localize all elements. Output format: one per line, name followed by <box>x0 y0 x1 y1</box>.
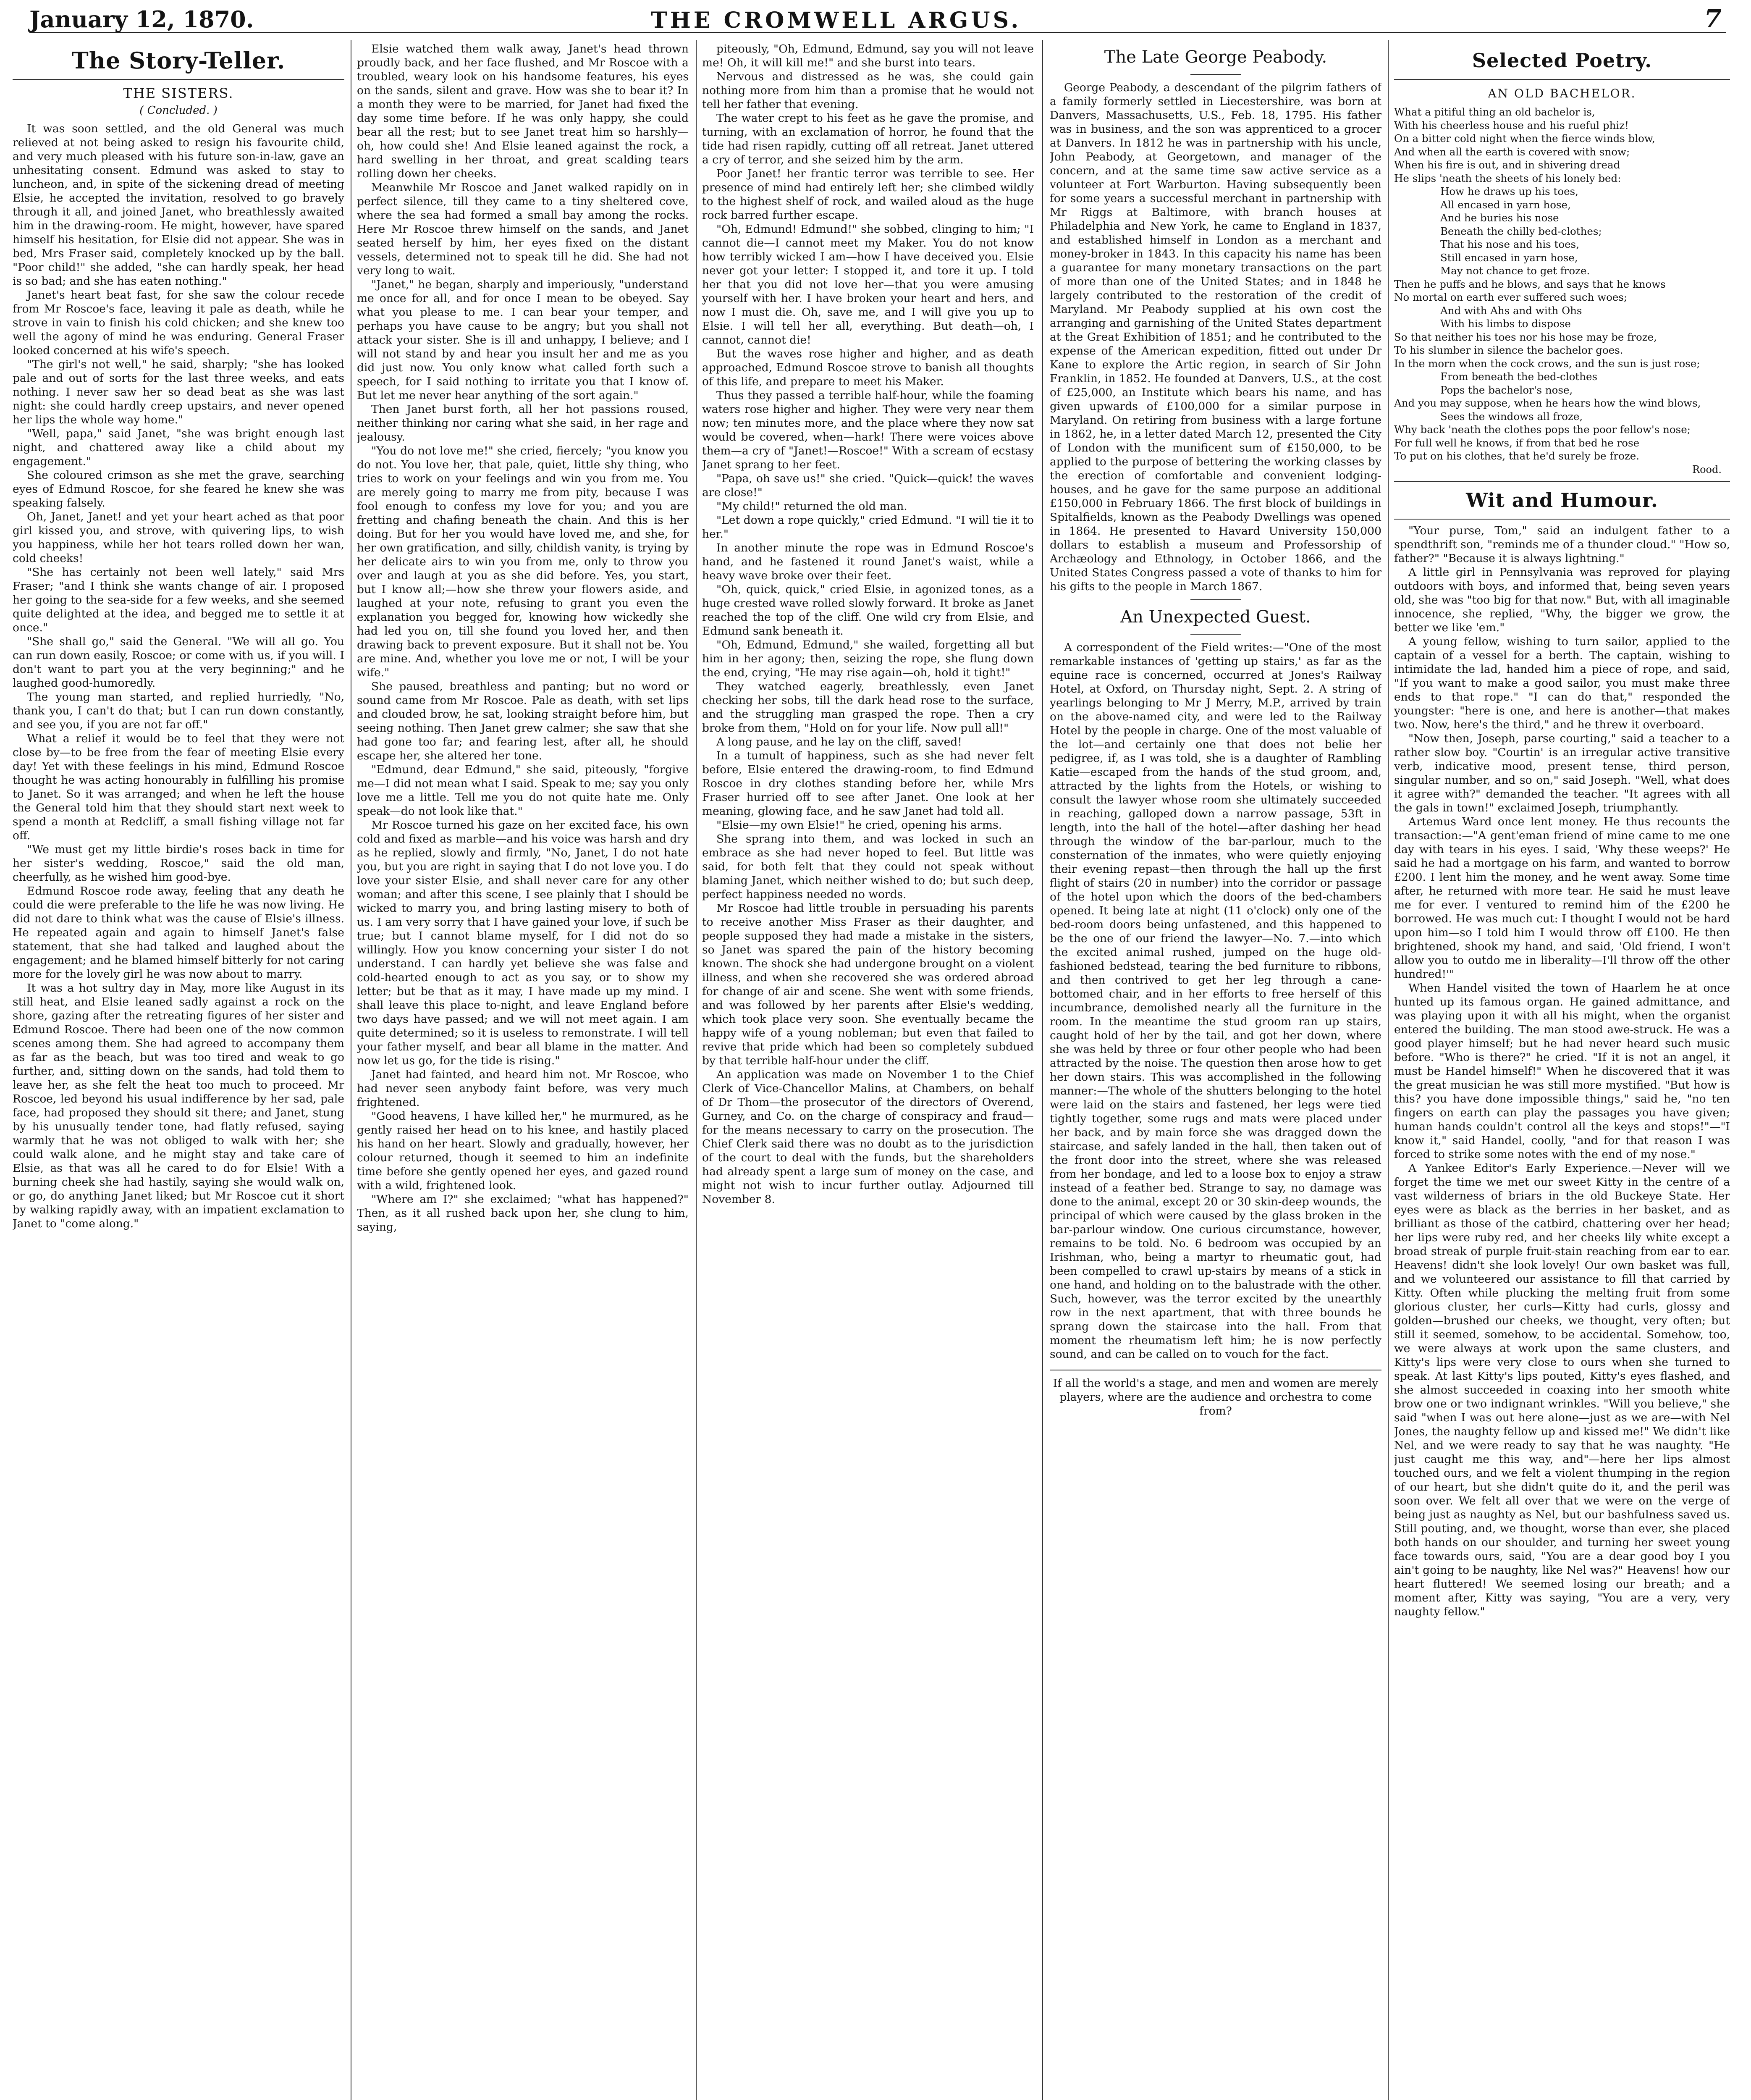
paragraph: Poor Janet! her frantic terror was terrible to see. Her presence of mind had entirely left her; she climbed wildly to the highest shelf of rock, and wailed aloud as the huge rock barred further escape. <box>702 167 1034 222</box>
paragraph: "Your purse, Tom," said an indulgent father to a spendthrift son, "reminds me of a thunder cloud." "How so, father?" "Because it is always lightning." <box>1394 524 1730 565</box>
article-title-peabody: The Late George Peabody. <box>1104 47 1327 67</box>
paragraph: Elsie watched them walk away, Janet's head thrown proudly back, and her face flushed, and Mr Roscoe with a troubled, weary look on his handsome features, his eyes on the sands, silent and grave. How was she to bear it? In a month they were to be married, for Janet had fixed the day some time before. If he was only happy, she could bear all the rest; but to see Janet treat him so harshly—oh, how could she! And Elsie leaned against the rock, a hard swelling in her throat, and great scalding tears rolling down her cheeks. <box>357 42 689 180</box>
paragraph: "We must get my little birdie's roses back in time for her sister's wedding, Roscoe," said the old man, cheerfully, as he wished him good-bye. <box>13 843 344 884</box>
paragraph: Mr Roscoe had little trouble in persuading his parents to receive another Miss Fraser as their daughter, and people supposed they had made a mistake in the sisters, so Janet was spared the pain of the history becoming known. The shock she had undergone brought on a violent illness, and when she recovered she was ordered abroad for change of air and scene. She went with some friends, and was followed by her parents after Elsie's wedding, which took place very soon. She eventually became the happy wife of a young nobleman; but even that failed to revive that pride which had been so completely subdued by that terrible half-hour under the cliff. <box>702 902 1034 1067</box>
masthead-rule <box>29 32 1726 33</box>
paragraph: She sprang into them, and was locked in such an embrace as she had never hoped to feel. But little was said, for both felt that they could not speak without blaming Janet, which neither wished to do; but such deep, perfect happiness needed no words. <box>702 832 1034 901</box>
paragraph: "Oh, Edmund, Edmund," she wailed, forgetting all but him in her agony; then, seizing the rope, she flung down the end, crying, "He may rise again—oh, hold it tight!" <box>702 638 1034 679</box>
heading-rule <box>1394 79 1730 80</box>
paragraph: Meanwhile Mr Roscoe and Janet walked rapidly on in perfect silence, till they came to a tiny sheltered cove, where the sea had formed a small bay among the rocks. Here Mr Roscoe threw himself on the sands, and Janet seated herself by him, her eyes fixed on the distant vessels, determined not to speak till he did. She had not very long to wait. <box>357 181 689 277</box>
paragraph: "She has certainly not been well lately," said Mrs Fraser; "and I think she wants change of air. I proposed her going to the sea-side for a few weeks, and she seemed quite delighted at the idea, and begged me to settle it at once." <box>13 566 344 634</box>
paragraph: A little girl in Pennsylvania was reproved for playing outdoors with boys, and informed that, being seven years old, she was "too big for that now." But, with all imaginable innocence, she replied, "Why, the bigger we grow, the better we like 'em." <box>1394 565 1730 634</box>
paragraph: When Handel visited the town of Haarlem he at once hunted up its famous organ. He gained admittance, and was playing upon it with all his might, when the organist entered the building. The man stood awe-struck. He was a good player himself; but he had never heard such music before. "Who is there?" he cried. "If it is not an angel, it must be Handel himself!" When he discovered that it was the great musician he was still more mystified. "But how is this? you have done impossible things," said he, "no ten fingers on earth can play the passages you have given; human hands couldn't control all the keys and stops!"—"I know it," said Handel, coolly, "and for that reason I was forced to strike some notes with the end of my nose." <box>1394 981 1730 1161</box>
paragraph: "Oh, quick, quick," cried Elsie, in agonized tones, as a huge crested wave rolled slowly forward. It broke as Janet reached the top of the cliff. One wild cry from Elsie, and Edmund sank beneath it. <box>702 583 1034 638</box>
paragraph: A young fellow, wishing to turn sailor, applied to the captain of a vessel for a berth. The captain, wishing to intimidate the lad, handed him a piece of rope, and said, "If you want to make a good sailor, you must make three ends to that rope." "I can do that," responded the youngster: "here is one, and here is another—that makes two. Now, here's the third," and he threw it overboard. <box>1394 635 1730 731</box>
short-rule <box>1190 599 1241 600</box>
paragraph: In a tumult of happiness, such as she had never felt before, Elsie entered the drawing-room, to find Edmund Roscoe in dry clothes standing before her, while Mrs Fraser hurried off to see after Janet. One look at her meaning, glowing face, and he saw Janet had told all. <box>702 749 1034 818</box>
heading-rule <box>1394 481 1730 482</box>
poem-title: AN OLD BACHELOR. <box>1488 87 1636 100</box>
paragraph: "Now then, Joseph, parse courting," said a teacher to a rather slow boy. "Courtin' is an irregular active transitive verb, indicative mood, present tense, third person, singular number, and so on," said Joseph. "Well, what does it agree with?" demanded the teacher. "It agrees with all the gals in town!" exclaimed Joseph, triumphantly. <box>1394 732 1730 814</box>
section-heading-wit: Wit and Humour. <box>1466 488 1658 512</box>
paragraph: Thus they passed a terrible half-hour, while the foaming waters rose higher and higher. They were very near them now; ten minutes more, and the place where they now sat would be covered, when—hark! There were voices above them—a cry of "Janet!—Roscoe!" With a scream of ecstasy Janet sprang to her feet. <box>702 389 1034 471</box>
paragraph: A Yankee Editor's Early Experience.—Never will we forget the time we met our sweet Kitty in the centre of a vast wilderness of briars in the old Buckeye State. Her eyes were as black as the berries in her basket, and as brilliant as those of the catbird, chattering over her head; her lips were ruby red, and her cheeks lily white except a broad streak of purple fruit-stain reaching from ear to ear. Heavens! didn't she look lovely! Our own basket was full, and we volunteered our assistance to fill that carried by Kitty. Often while plucking the melting fruit from some glorious cluster, her curls—Kitty had curls, glossy and golden—brushed our cheeks, we thought, very often; but still it seemed, somehow, to be accidental. Somehow, too, we were always at work upon the same clusters, and Kitty's lips were very close to ours when she turned to speak. At last Kitty's lips pouted, Kitty's eyes flashed, and she almost succeeded in coaxing into her smooth white brow one or two indignant wrinkles. "Will you believe," she said "when I was out here alone—just as we are—with Nel Jones, the naughty fellow up and kissed me!" We didn't like Nel, and we were ready to say that he was naughty. "He just caught me this way, and"—here her lips almost touched ours, and we felt a violent thumping in the region of our heart, but she didn't quite do it, and the peril was soon over. We felt all over that we were on the verge of being just as naughty as Nel, but our bashfulness saved us. Still pouting, and, we thought, worse than ever, she placed both hands on our shoulder, and turning her sweet young face towards ours, said, "You are a dear good boy I you ain't going to be naughty, like Nel was?" Heavens! how our heart fluttered! We seemed losing our breath; and a moment after, Kitty was saying, "You are a very, very naughty fellow." <box>1394 1161 1730 1618</box>
paragraph: But the waves rose higher and higher, and as death approached, Edmund Roscoe strove to banish all thoughts of this life, and prepare to meet his Maker. <box>702 347 1034 388</box>
page-number: 7 <box>1704 4 1722 34</box>
poem-line: For full well he knows, if from that bed he rose <box>1394 436 1640 449</box>
poem <box>1394 105 1730 463</box>
poem-line: Then he puffs and he blows, and says that he knows <box>1394 278 1666 290</box>
issue-date: January 12, 1870. <box>29 6 254 33</box>
poem-line: On a bitter cold night when the fierce winds blow, <box>1394 132 1655 144</box>
paragraph: "She shall go," said the General. "We will all go. You can run down easily, Roscoe; or come with us, if you will. I don't want to part you at the very beginning;" and he laughed good-humoredly. <box>13 635 344 690</box>
story-subtitle: ( Concluded. ) <box>139 104 218 117</box>
poem-line: He slips 'neath the sheets of his lonely bed: <box>1394 172 1621 184</box>
column-divider <box>1042 40 1043 2100</box>
paragraph: "Janet," he began, sharply and imperiously, "understand me once for all, and for once I mean to be obeyed. Say what you please to me. I can bear your temper, and perhaps you have cause to be angry; but you shall not attack your sister. She is ill and unhappy, I believe; and I will not stand by and hear you insult her and me as you did just now. You only know what called forth such a speech, for I said nothing to irritate you that I know of. But let me never hear anything of the sort again." <box>357 278 689 402</box>
paragraph: "My child!" returned the old man. <box>716 500 907 513</box>
paragraph: "Let down a rope quickly," cried Edmund. "I will tie it to her." <box>702 514 1034 541</box>
column-divider <box>1388 40 1389 2100</box>
footer-quip: If all the world's a stage, and men and women are merely players, where are the audience and orchestra to come from? <box>1053 1377 1379 1418</box>
column-4 <box>1050 42 1381 2100</box>
section-heading-poetry: Selected Poetry. <box>1472 49 1652 72</box>
paragraph: She paused, breathless and panting; but no word or sound came from Mr Roscoe. Pale as death, with set lips and clouded brow, he sat, looking straight before him, but seeing nothing. Then Janet grew calmer; she saw that she had gone too far; and fearing lest, after all, he should escape her, she altered her tone. <box>357 680 689 762</box>
heading-rule <box>1394 519 1730 520</box>
masthead <box>17 4 1734 33</box>
paragraph: The water crept to his feet as he gave the promise, and turning, with an exclamation of horror, he found that the tide had risen rapidly, cutting off all retreat. Janet uttered a cry of terror, and she seized him by the arm. <box>702 112 1034 166</box>
poem-line: To put on his clothes, that he'd surely be froze. <box>1394 450 1640 462</box>
poem-line: With his limbs to dispose <box>1440 318 1571 330</box>
newspaper-title: THE CROMWELL ARGUS. <box>651 8 1022 33</box>
poem-line: All encased in yarn hose, <box>1440 198 1571 211</box>
column-3 <box>702 42 1034 2100</box>
paragraph: Oh, Janet, Janet! and yet your heart ached as that poor girl kissed you, and strove, with quivering lips, to wish you happiness, while her hot tears rolled down her wan, cold cheeks! <box>13 510 344 565</box>
column-2 <box>357 42 689 2100</box>
paragraph: Nervous and distressed as he was, she could gain nothing more from him than a promise that he would not tell her father that evening. <box>702 70 1034 111</box>
poem-line: Beneath the chilly bed-clothes; <box>1440 225 1602 237</box>
paragraph: It was soon settled, and the old General was much relieved at not being asked to resign his favourite child, and very much pleased with his future son-in-law, gave an unhesitating consent. Edmund was asked to stay to luncheon, and, in spite of the sickening dread of meeting Elsie, he accepted the invitation, resolved to go bravely through it all, and joined Janet, who breathlessly awaited him in the drawing-room. He might, however, have spared himself his hesitation, for Elsie did not appear. She was in bed, Mrs Fraser said, completely knocked up by the ball. "Poor child!" she added, "she can hardly speak, her head is so bad; and she has eaten nothing." <box>13 122 344 288</box>
paragraph: "Papa, oh save us!" she cried. "Quick—quick! the waves are close!" <box>702 472 1034 499</box>
poem-line: May not chance to get froze. <box>1440 265 1590 277</box>
paragraph: The young man started, and replied hurriedly, "No, thank you, I can't do that; but I can run down constantly, and see you, if you are not far off." <box>13 690 344 731</box>
paragraph: A long pause, and he lay on the cliff, saved! <box>716 735 962 748</box>
poem-line: Pops the bachelor's nose, <box>1440 383 1573 396</box>
paragraph: Janet had fainted, and heard him not. Mr Roscoe, who had never seen anybody faint before, was very much frightened. <box>357 1068 689 1109</box>
poem-line: So that neither his toes nor his hose may be froze, <box>1394 331 1657 343</box>
paragraph: She coloured crimson as she met the grave, searching eyes of Edmund Roscoe, for she feared he knew she was speaking falsely. <box>13 469 344 509</box>
paragraph: "Good heavens, I have killed her," he murmured, as he gently raised her head on to his knee, and hastily placed his hand on her heart. Slowly and gradually, however, her colour returned, though it seemed to him an indefinite time before she gently opened her eyes, and gazed round with a wild, frightened look. <box>357 1110 689 1192</box>
story-text-continued <box>702 42 1034 1206</box>
story-title: THE SISTERS. <box>123 85 234 101</box>
paragraph: George Peabody, a descendant of the pilgrim fathers of a family formerly settled in Liecestershire, was born at Danvers, Massachusetts, U.S., Feb. 18, 1795. His father was in business, and the son was apprenticed to a grocer at Danvers. In 1812 he was in partnership with his uncle, John Peabody, at Georgetown, and manager of the concern, and at the same time saw active service as a volunteer at Fort Warburton. Having subsequently been for some years a successful merchant in partnership with Mr Riggs at Baltimore, with branch houses at Philadelphia and New York, he came to England in 1837, and established himself in London as a merchant and money-broker in 1843. In this capacity his name has been a guarantee for many monetary transactions on the part of more than one of the United States; and in 1848 he largely contributed to the restoration of the credit of Maryland. Mr Peabody supplied at his own cost the arranging and garnishing of the United States department at the Great Exhibition of 1851; and he contributed to the expense of the American expedition, fitted out under Dr Kane to explore the Artic region, in search of Sir John Franklin, in 1852. He founded at Danvers, U.S., at the cost of £25,000, an Institute which bears his name, and has given upwards of £100,000 for a similar purpose in Maryland. On retiring from business with a large fortune in 1862, he, in a letter dated March 12, presented the City of London with the munificent sum of £150,000, to be applied to the purpose of bettering the working classes by the erection of comfortable and convenient lodging-houses, and he gave for the same purpose an additional £150,000 in February 1866. The first block of buildings in Spitalfields, known as the Peabody Dwellings was opened in 1864. He presented to Havard University 150,000 dollars to establish a museum and Professorship of Archæology and Ethnology, in October 1866, and the United States Congress passed a vote of thanks to him for his gifts to the people in March 1867. <box>1050 81 1381 593</box>
paragraph: It was a hot sultry day in May, more like August in its still heat, and Elsie leaned sadly against a rock on the shore, gazing after the retreating figures of her sister and Edmund Roscoe. There had been one of the now common scenes among them. She had agreed to accompany them as far as the beach, but was too tired and weak to go further, and, sitting down on the sands, had told them to leave her, as she felt the heat too much to proceed. Mr Roscoe, led beyond his usual indifference by her sad, pale face, had proposed they should sit there; and Janet, stung by his unusually tender tone, had flatly refused, saying warmly that he was not obliged to walk with her; she could walk alone, and he might stay and take care of Elsie, as that was all he cared to do for Elsie! With a burning cheek she had hastily, saying she would walk on, or go, do anything Janet liked; but Mr Roscoe cut it short by walking rapidly away, with an impatient exclamation to Janet to "come along." <box>13 982 344 1230</box>
article-guest <box>1050 640 1381 1361</box>
poem-line: What a pitiful thing an old bachelor is, <box>1394 106 1595 118</box>
story-text-continued <box>357 42 689 1234</box>
paragraph: piteously, "Oh, Edmund, Edmund, say you will not leave me! Oh, it will kill me!" and she burst into tears. <box>702 42 1034 69</box>
article-peabody <box>1050 81 1381 593</box>
paragraph: "You do not love me!" she cried, fiercely; "you know you do not. You love her, that pale, quiet, little shy thing, who tries to work on your feelings and win you from me. You are merely going to marry me from pity, because I was fool enough to confess my love for you; and you are fretting and chafing beneath the chain. And this is her doing. But for her you would have loved me, and she, for her own gratification, and silly, childish vanity, is trying by her delicate airs to win you from me, only to throw you over and laugh at you as she did before. Yes, you start, but I know all;—how she threw your flowers aside, and laughed at your note, refusing to grant you even the explanation you begged for, knowing how wickedly she had led you on, till she found you loved her, and then drawing back to prevent exposure. But it shall not be. You are mine. And, whether you love me or not, I will be your wife." <box>357 444 689 679</box>
poem-line: And with Ahs and with Ohs <box>1440 304 1582 317</box>
poem-line: With his cheerless house and his rueful phiz! <box>1394 119 1629 131</box>
short-rule <box>1190 74 1241 75</box>
paragraph: Janet's heart beat fast, for she saw the colour recede from Mr Roscoe's face, leaving it pale as death, while he strove in vain to finish his cold chicken; and she knew too well the agony of mind he was enduring. General Fraser looked concerned at his wife's speech. <box>13 289 344 357</box>
paragraph: In another minute the rope was in Edmund Roscoe's hand, and he fastened it round Janet's waist, while a heavy wave broke over their feet. <box>702 541 1034 582</box>
paragraph: Then Janet burst forth, all her hot passions roused, neither thinking nor caring what she said, in her rage and jealousy. <box>357 403 689 444</box>
poem-line: To his slumber in silence the bachelor goes. <box>1394 344 1623 356</box>
poem-line: Sees the windows all froze, <box>1440 410 1583 423</box>
paragraph: "Oh, Edmund! Edmund!" she sobbed, clinging to him; "I cannot die—I cannot meet my Maker. You do not know how terribly wicked I am—how I have deceived you. Elsie never got your letter: I stopped it, and tore it up. I told her that you did not love her—that you were amusing yourself with her. I have broken your heart and hers, and now I must die. Oh, save me, and I will give you up to Elsie. I will tell her all, everything. But death—oh, I cannot, cannot die! <box>702 223 1034 346</box>
paragraph: Mr Roscoe turned his gaze on her excited face, his own cold and fixed as marble—and his voice was harsh and dry as he replied, slowly and firmly, "No, Janet, I do not hate you, but you are right in saying that I do not love you. I do love your sister Elsie, and shall never care for any other woman; and after this scene, I see plainly that I should be wicked to marry you, and bring lasting misery to both of us. I am very sorry that I have gained your love, if such be true; but I cannot blame myself, for I did not do so willingly. How you know concerning your sister I do not understand. I can hardly yet believe she was false and cold-hearted enough to act as you say, or to show my letter; but be that as it may, I have made up my mind. I shall leave this place to-night, and leave England before two days have passed; and we will not meet again. I am quite determined; so it is useless to remonstrate. I will tell your father myself, and bear all blame in the matter. And now let us go, for the tide is rising." <box>357 819 689 1067</box>
section-heading-story-teller: The Story-Teller. <box>71 47 286 74</box>
paragraph: "Edmund, dear Edmund," she said, piteously, "forgive me—I did not mean what I said. Speak to me; say you only love me a little. Tell me you do not quite hate me. Only speak—do not look like that." <box>357 763 689 818</box>
poem-line: And he buries his nose <box>1440 212 1559 224</box>
story-text <box>13 122 344 1231</box>
poem-line: How he draws up his toes, <box>1440 185 1578 197</box>
short-rule <box>1190 634 1241 635</box>
paragraph: Artemus Ward once lent money. He thus recounts the transaction:—"A gent'eman friend of mine came to me one day with tears in his eyes. I said, 'Why these weeps?' He said he had a mortgage on his farm, and wanted to borrow £200. I lent him the money, and he went away. Some time after, he returned with more tear. He said he must leave me for ever. I ventured to remind him of the £200 he borrowed. He was much cut: I thought I would not be hard upon him—so I told him I would throw off £100. He then brightened, shook my hand, and said, 'Old friend, I won't allow you to outdo me in liberality—I'll throw off the other hundred!'" <box>1394 815 1730 981</box>
poem-line: Still encased in yarn hose, <box>1440 251 1578 264</box>
poem-author: Rood. <box>1692 463 1722 475</box>
paragraph: "The girl's not well," he said, sharply; "she has looked pale and out of sorts for the last three weeks, and eats nothing. I never saw her so dead beat as she was last night: she could hardly creep upstairs, and never opened her lips the whole way home." <box>13 358 344 426</box>
poem-line: In the morn when the cock crows, and the sun is just rose; <box>1394 357 1700 370</box>
poem-line: Why back 'neath the clothes pops the poor fellow's nose; <box>1394 423 1691 436</box>
paragraph: An application was made on November 1 to the Chief Clerk of Vice-Chancellor Malins, at Chambers, on behalf of Dr Thom—the prosecutor of the directors of Overend, Gurney, and Co. on the charge of conspiracy and fraud—for the means necessary to carry on the prosecution. The Chief Clerk said there was no doubt as to the jurisdiction of the court to deal with the funds, but the shareholders had already spent a large sum of money on the case, and might not wish to incur further outlay. Adjourned till November 8. <box>702 1068 1034 1206</box>
poem-line: From beneath the bed-clothes <box>1440 370 1598 383</box>
column-divider <box>696 40 697 2100</box>
poem-line: That his nose and his toes, <box>1440 238 1580 250</box>
column-5 <box>1394 42 1730 2100</box>
paragraph: A correspondent of the Field writes:—"One of the most remarkable instances of 'getting up stairs,' as far as the equine race is concerned, occurred at Jones's Railway Hotel, at Oxford, on Thursday night, Sept. 2. A string of yearlings belonging to Mr J Merry, M.P., arrived by train on the above-named city, and were led to the Railway Hotel by the people in charge. One of the most valuable of the lot—and certainly one that does not belie her pedigree, if, as I was told, she is a daughter of Rambling Katie—escaped from the hands of the stud groom, and, attracted by the lights from the Hotels, or wishing to consult the lawyer whose room she ultimately succeeded in reaching, galloped down a narrow passage, 53ft in length, into the hall of the hotel—after dashing her head through the window of the bar-parlour, much to the consternation of the inmates, who were quietly enjoying their evening repast—then through the hall up the first flight of stairs (20 in number) into the corridor or passage of the hotel upon which the doors of the bed-chambers opened. It being late at night (11 o'clock) only one of the bed-room doors being unfastened, and this happened to be the one of our friend the lawyer—No. 7.—into which the excited animal rushed, jumped on the huge old-fashioned bedstead, tearing the bed furniture to ribbons, and then contrived to get her leg through a cane-bottomed chair, and in her efforts to free herself of this incumbrance, demolished nearly all the furniture in the room. In the meantime the stud groom ran up stairs, caught hold of her by the tail, and got her down, where she was held by three or four other people who had been attracted by the noise. The question then arose how to get her down stairs. This was accomplished in the following manner:—The whole of the shutters belonging to the hotel were laid on the stairs and fastened, her legs were tied tightly together, some rugs and mats were placed under her back, and by main force she was dragged down the staircase, and safely landed in the hall, then taken out of the front door into the street, where she was released from her bondage, and led to a loose box to enjoy a straw instead of a feather bed. Strange to say, no damage was done to the animal, except 20 or 30 skin-deep wounds, the principal of which were caused by the glass broken in the bar-parlour window. One curious circumstance, however, remains to be told. No. 6 bedroom was occupied by an Irishman, who, being a martyr to rheumatic gout, had been compelled to crawl up-stairs by means of a stick in one hand, and holding on to the balustrade with the other. Such, however, was the terror excited by the unearthly row in the next apartment, that with three bounds he sprang down the staircase into the hall. From that moment the rheumatism left him; he is now perfectly sound, and can be called on to vouch for the fact. <box>1050 641 1381 1361</box>
wit-and-humour <box>1394 524 1730 1619</box>
heading-rule <box>13 79 344 80</box>
poem-line: When his fire is out, and in shivering dread <box>1394 159 1620 171</box>
paragraph: "Where am I?" she exclaimed; "what has happened?" Then, as it all rushed back upon her, she clung to him, saying, <box>357 1193 689 1234</box>
column-1 <box>13 42 344 2100</box>
paragraph: They watched eagerly, breathlessly, even Janet checking her sobs, till the dark head rose to the surface, and the struggling man grasped the rope. Then a cry broke from them, "Hold on for your life. Now pull all!" <box>702 680 1034 735</box>
poem-line: No mortal on earth ever suffered such woes; <box>1394 291 1628 303</box>
poem-line: And you may suppose, when he hears how the wind blows, <box>1394 397 1701 409</box>
poem-line: And when all the earth is covered with snow; <box>1394 145 1630 158</box>
article-title-guest: An Unexpected Guest. <box>1120 607 1311 627</box>
paragraph: "Well, papa," said Janet, "she was bright enough last night, and chattered away like a child about my engagement." <box>13 427 344 468</box>
paragraph: Edmund Roscoe rode away, feeling that any death he could die were preferable to the life he was now living. He did not dare to think what was the cause of Elsie's illness. He repeated again and again to himself Janet's false statement, that she had talked and laughed about the engagement; and he blamed himself bitterly for not caring more for the lovely girl he was now about to marry. <box>13 885 344 981</box>
paragraph: What a relief it would be to feel that they were not close by—to be free from the fear of meeting Elsie every day! Yet with these feelings in his mind, Edmund Roscoe thought he was acting honourably in fulfilling his promise to Janet. So it was arranged; and when he left the house the General told him that they should start next week to spend a month at Redcliff, a small fishing village not far off. <box>13 732 344 842</box>
paragraph: "Elsie—my own Elsie!" he cried, opening his arms. <box>716 819 1002 832</box>
